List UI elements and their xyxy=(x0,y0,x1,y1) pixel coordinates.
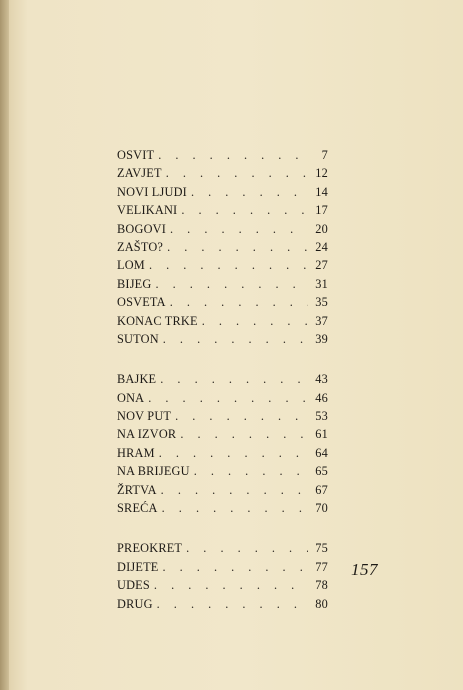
toc-entry-title: UDES xyxy=(117,578,150,593)
toc-entry-page: 61 xyxy=(315,427,328,442)
toc-entry-title: SREĆA xyxy=(117,501,158,516)
toc-entry xyxy=(117,595,328,613)
toc-entry-page: 35 xyxy=(315,295,328,310)
dot-leader xyxy=(159,330,308,348)
toc-entry-title: NOV PUT xyxy=(117,409,172,424)
toc-entry-page: 46 xyxy=(315,390,328,405)
toc-entry xyxy=(117,558,328,576)
dot-leader xyxy=(198,312,308,330)
dot-leader xyxy=(182,539,308,557)
toc-entry-page: 67 xyxy=(315,482,328,497)
dot-leader xyxy=(171,407,308,425)
toc-entry-page: 65 xyxy=(315,464,328,479)
toc-entry-page: 43 xyxy=(315,372,328,387)
toc-entry-title: BAJKE xyxy=(117,372,157,387)
toc-entry-title: OSVIT xyxy=(117,148,155,162)
toc-entry xyxy=(117,256,328,274)
toc-entry xyxy=(117,462,328,480)
toc-entry-page: 53 xyxy=(315,409,328,424)
toc-entry-title: LOM xyxy=(117,258,145,273)
toc-entry xyxy=(117,389,328,407)
toc-entry-title: ŽRTVA xyxy=(117,482,157,497)
page-number: 157 xyxy=(351,560,378,579)
toc-entry-page: 78 xyxy=(315,578,328,593)
toc-entry xyxy=(117,201,328,219)
toc-entry-page: 17 xyxy=(315,203,328,218)
toc-entry xyxy=(117,220,328,238)
toc-entry xyxy=(117,183,328,201)
toc-entry-title: HRAM xyxy=(117,445,155,460)
table-of-contents xyxy=(117,146,328,613)
dot-leader xyxy=(163,238,308,256)
toc-group xyxy=(117,370,328,517)
toc-entry-page: 14 xyxy=(315,184,328,199)
dot-leader xyxy=(187,183,308,201)
toc-entry-title: NA IZVOR xyxy=(117,427,177,442)
dot-leader xyxy=(145,256,308,274)
toc-entry-page: 37 xyxy=(315,313,328,328)
toc-entry-page: 20 xyxy=(315,221,328,236)
toc-entry-page: 31 xyxy=(315,276,328,291)
toc-entry-page: 77 xyxy=(315,559,328,574)
dot-leader xyxy=(151,275,308,293)
toc-entry xyxy=(117,330,328,348)
dot-leader xyxy=(176,425,308,443)
page-spine-shadow xyxy=(0,0,9,690)
toc-entry xyxy=(117,444,328,462)
toc-entry-page: 24 xyxy=(315,239,328,254)
toc-entry-title: BOGOVI xyxy=(117,221,167,236)
dot-leader xyxy=(150,576,308,594)
toc-entry-title: OSVETA xyxy=(117,295,166,310)
toc-entry-page: 80 xyxy=(315,596,328,611)
dot-leader xyxy=(166,293,308,311)
toc-entry-title: NOVI LJUDI xyxy=(117,184,187,199)
dot-leader xyxy=(157,481,308,499)
toc-entry-title: ONA xyxy=(117,390,145,405)
toc-entry-title: BIJEG xyxy=(117,276,152,291)
toc-entry xyxy=(117,481,328,499)
toc-entry xyxy=(117,425,328,443)
toc-entry xyxy=(117,539,328,557)
toc-entry xyxy=(117,370,328,388)
toc-entry-title: ZAŠTO? xyxy=(117,239,164,254)
toc-entry xyxy=(117,164,328,182)
toc-entry xyxy=(117,312,328,330)
toc-entry-page: 64 xyxy=(315,445,328,460)
toc-entry-title: SUTON xyxy=(117,331,159,346)
toc-entry-title: KONAC TRKE xyxy=(117,313,198,328)
toc-entry-title: DRUG xyxy=(117,596,153,611)
toc-entry xyxy=(117,293,328,311)
toc-entry-title: NA BRIJEGU xyxy=(117,464,190,479)
dot-leader xyxy=(144,389,308,407)
toc-entry xyxy=(117,576,328,594)
section-gap xyxy=(117,517,328,539)
toc-entry-page: 75 xyxy=(315,541,328,556)
dot-leader xyxy=(159,558,309,576)
toc-entry xyxy=(117,275,328,293)
dot-leader xyxy=(156,370,308,388)
toc-entry-title: PREOKRET xyxy=(117,541,183,556)
toc-entry-page: 27 xyxy=(315,258,328,273)
toc-entry xyxy=(117,407,328,425)
toc-entry-title: ZAVJET xyxy=(117,166,162,181)
dot-leader xyxy=(154,146,308,164)
toc-group xyxy=(117,539,328,613)
dot-leader xyxy=(155,444,308,462)
dot-leader xyxy=(153,595,308,613)
toc-group xyxy=(117,146,328,348)
toc-entry-page: 70 xyxy=(315,501,328,516)
toc-entry xyxy=(117,238,328,256)
toc-entry-page: 7 xyxy=(321,148,328,162)
dot-leader xyxy=(158,499,308,517)
section-gap xyxy=(117,348,328,370)
toc-entry-title: DIJETE xyxy=(117,559,159,574)
dot-leader xyxy=(162,164,308,182)
toc-entry-page: 12 xyxy=(315,166,328,181)
toc-entry xyxy=(117,146,328,164)
dot-leader xyxy=(190,462,308,480)
dot-leader xyxy=(177,201,308,219)
toc-entry-title: VELIKANI xyxy=(117,203,178,218)
toc-entry-page: 39 xyxy=(315,331,328,346)
dot-leader xyxy=(166,220,308,238)
toc-entry xyxy=(117,499,328,517)
